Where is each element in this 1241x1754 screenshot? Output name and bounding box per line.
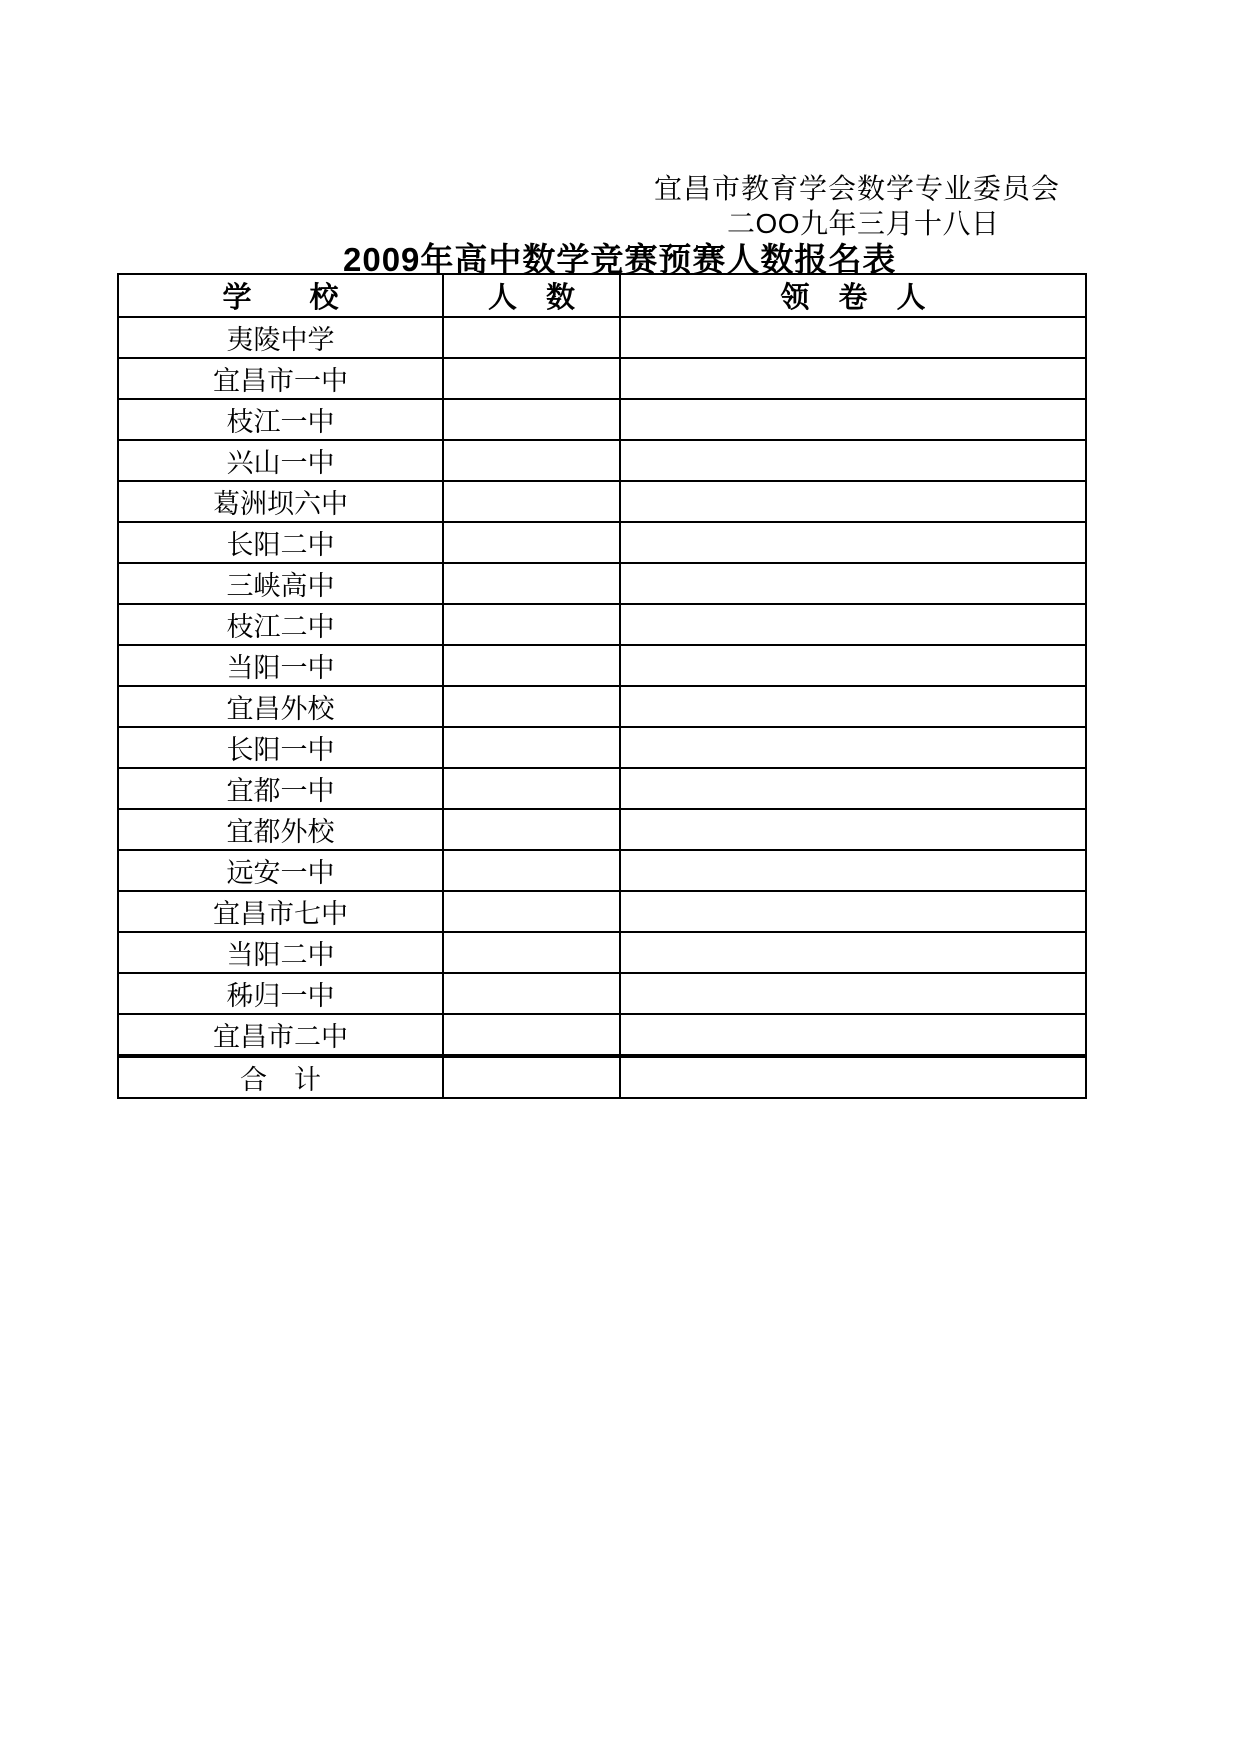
table-row <box>118 891 1086 932</box>
collector-cell <box>620 563 1086 604</box>
school-cell: 宜昌外校 <box>118 686 443 727</box>
table-row <box>118 317 1086 358</box>
total-label-cell: 合 计 <box>118 1056 443 1098</box>
count-cell <box>443 932 620 973</box>
total-row <box>118 1056 1086 1098</box>
count-cell <box>443 768 620 809</box>
table-row <box>118 932 1086 973</box>
school-cell: 兴山一中 <box>118 440 443 481</box>
count-cell <box>443 399 620 440</box>
collector-cell <box>620 481 1086 522</box>
count-cell <box>443 891 620 932</box>
collector-cell <box>620 317 1086 358</box>
collector-cell <box>620 522 1086 563</box>
school-cell: 枝江一中 <box>118 399 443 440</box>
school-cell: 宜昌市七中 <box>118 891 443 932</box>
table-row <box>118 563 1086 604</box>
collector-cell <box>620 891 1086 932</box>
collector-cell <box>620 932 1086 973</box>
table-row <box>118 645 1086 686</box>
collector-cell <box>620 604 1086 645</box>
count-cell <box>443 645 620 686</box>
document-title: 2009年高中数学竞赛预赛人数报名表 <box>343 241 897 278</box>
total-count-cell <box>443 1056 620 1098</box>
table-row <box>118 1014 1086 1056</box>
collector-cell <box>620 686 1086 727</box>
count-cell <box>443 809 620 850</box>
count-cell <box>443 358 620 399</box>
table-row <box>118 440 1086 481</box>
total-collector-cell <box>620 1056 1086 1098</box>
table-row <box>118 358 1086 399</box>
registration-table <box>117 273 1087 1099</box>
collector-cell <box>620 727 1086 768</box>
organization-line: 宜昌市教育学会数学专业委员会 <box>654 173 1061 204</box>
count-cell <box>443 604 620 645</box>
school-cell: 宜都外校 <box>118 809 443 850</box>
school-cell: 宜都一中 <box>118 768 443 809</box>
collector-cell <box>620 768 1086 809</box>
count-cell <box>443 563 620 604</box>
date-line: 二OO九年三月十八日 <box>727 208 1000 239</box>
school-cell: 枝江二中 <box>118 604 443 645</box>
count-cell <box>443 850 620 891</box>
count-cell <box>443 440 620 481</box>
count-cell <box>443 686 620 727</box>
collector-cell <box>620 850 1086 891</box>
header-collector: 领 卷 人 <box>620 274 1086 317</box>
school-cell: 宜昌市二中 <box>118 1014 443 1056</box>
collector-cell <box>620 1014 1086 1056</box>
collector-cell <box>620 809 1086 850</box>
table-row <box>118 973 1086 1014</box>
header-count: 人 数 <box>443 274 620 317</box>
table-row <box>118 686 1086 727</box>
header-school: 学 校 <box>118 274 443 317</box>
count-cell <box>443 1014 620 1056</box>
table-row <box>118 481 1086 522</box>
collector-cell <box>620 399 1086 440</box>
table-row <box>118 727 1086 768</box>
table-header-row <box>118 274 1086 317</box>
collector-cell <box>620 358 1086 399</box>
school-cell: 葛洲坝六中 <box>118 481 443 522</box>
count-cell <box>443 973 620 1014</box>
school-cell: 三峡高中 <box>118 563 443 604</box>
table-row <box>118 522 1086 563</box>
table-row <box>118 399 1086 440</box>
school-cell: 长阳二中 <box>118 522 443 563</box>
school-cell: 秭归一中 <box>118 973 443 1014</box>
collector-cell <box>620 973 1086 1014</box>
count-cell <box>443 481 620 522</box>
table-row <box>118 768 1086 809</box>
school-cell: 宜昌市一中 <box>118 358 443 399</box>
count-cell <box>443 317 620 358</box>
count-cell <box>443 727 620 768</box>
table-row <box>118 604 1086 645</box>
collector-cell <box>620 440 1086 481</box>
school-cell: 夷陵中学 <box>118 317 443 358</box>
collector-cell <box>620 645 1086 686</box>
school-cell: 当阳二中 <box>118 932 443 973</box>
school-cell: 当阳一中 <box>118 645 443 686</box>
school-cell: 远安一中 <box>118 850 443 891</box>
school-cell: 长阳一中 <box>118 727 443 768</box>
table-row <box>118 850 1086 891</box>
table-row <box>118 809 1086 850</box>
count-cell <box>443 522 620 563</box>
